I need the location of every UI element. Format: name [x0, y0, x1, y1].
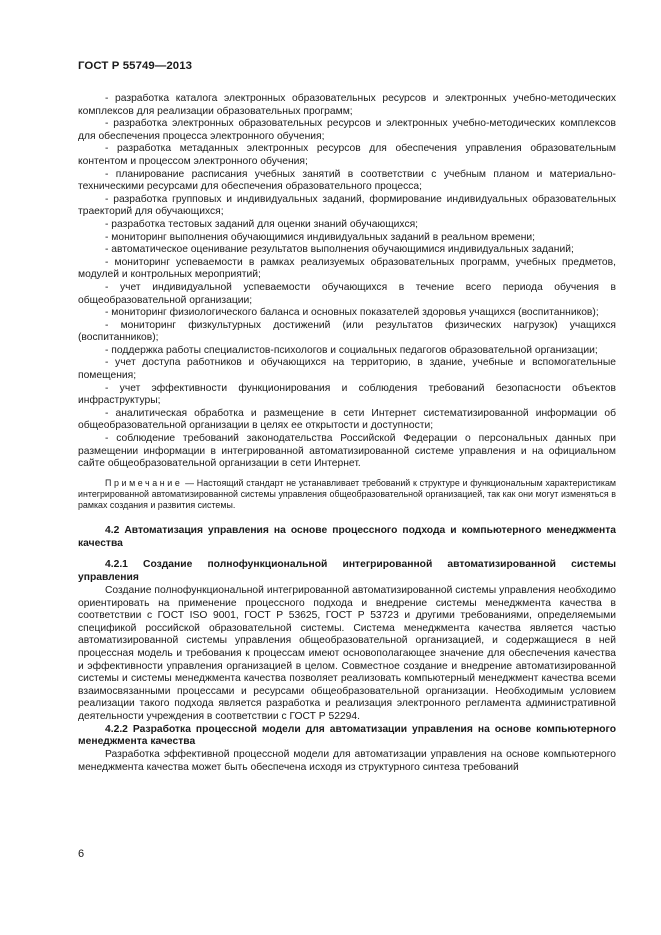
list-item: - разработка метаданных электронных ресурсов для обеспечения управления образовательным контентом и процессом электронного обучения; — [78, 143, 616, 167]
page-number: 6 — [78, 848, 85, 860]
list-item: - поддержка работы специалистов-психологов и социальных педагогов образовательной организации; — [105, 344, 598, 356]
list-item: - мониторинг физкультурных достижений (или результатов физических нагрузок) учащихся (воспитанников); — [78, 319, 616, 344]
list-item: - учет индивидуальной успеваемости обучающихся в течение всего периода обучения в общеобразовательной организации; — [78, 281, 616, 306]
list-item: - мониторинг успеваемости в рамках реализуемых образовательных программ, учебных предметов, модулей и контрольных мероприятий; — [78, 256, 616, 281]
section-heading-4-2: 4.2 Автоматизация управления на основе процессного подхода и компьютерного менеджмента качества — [78, 524, 616, 549]
document-body — [78, 93, 616, 774]
list-item: - разработка каталога электронных образовательных ресурсов и электронных учебно-методических комплексов для реализации образовательных программ; — [78, 93, 616, 117]
section-text-4-2-2: Разработка эффективной процессной модели для автоматизации управления на основе компьютерного менеджмента качества может быть обеспечена исходя из структурного синтеза требований — [78, 749, 616, 773]
section-heading-4-2-1: 4.2.1 Создание полнофункциональной интегрированной автоматизированной системы управления — [78, 559, 616, 584]
note-paragraph — [78, 478, 616, 511]
list-item: - разработка групповых и индивидуальных заданий, формирование индивидуальных образовательных траекторий для обучающихся; — [78, 193, 616, 218]
note-label: Примечание — [105, 477, 183, 488]
list-item: - учет доступа работников и обучающихся на территорию, в здание, учебные и вспомогательные помещения; — [78, 357, 616, 382]
list-item: - разработка тестовых заданий для оценки знаний обучающихся; — [105, 218, 419, 230]
list-item: - разработка электронных образовательных ресурсов и электронных учебно-методических комплексов для обеспечения процесса электронного обучения; — [78, 118, 616, 142]
note-text: — Настоящий стандарт не устанавливает требований к структуре и функциональным характеристикам интегрированной автоматизированной системы управления общеобразовательной организацией, так как они могут изменяться в рамках создания и развития системы. — [78, 477, 616, 510]
document-header: ГОСТ Р 55749—2013 — [78, 60, 193, 72]
list-item: - планирование расписания учебных занятий в соответствии с учебным планом и материально-техническими ресурсами для обеспечения образовательного процесса; — [78, 168, 616, 193]
section-text-4-2-1: Создание полнофункциональной интегрированной автоматизированной системы управления необходимо ориентировать на применение процессного подхода и внедрение системы менеджмента качества в соответствии с ГОСТ ISO 9001, ГОСТ Р 53625, ГОСТ Р 53723 и другими требованиями, определяемыми спецификой российской образовательной системы. Система менеджмента качества является частью автоматизированной системы управления общеобразовательной организацией, и содержащиеся в ней процессная модель и требования к процессам имеют основополагающее значение для обеспечения качества и эффективности управления организацией в целом. Совместное создание и внедрение автоматизированной системы и системы менеджмента качества позволяет реализовать компьютерный менеджмент качества всеми взаимосвязанными процессами и ресурсами общеобразовательной организации. Необходимым условием реализации такого подхода является разработка и реализация электронного регламента административной деятельности учреждения в соответствии с ГОСТ Р 52294. — [78, 585, 616, 722]
list-item: - учет эффективности функционирования и соблюдения требований безопасности объектов инфраструктуры; — [78, 382, 616, 407]
list-item: - соблюдение требований законодательства Российской Федерации о персональных данных при размещении информации в интегрированной автоматизированной системе управления и на официальном сайте общеобразовательной организации в сети Интернет. — [78, 433, 616, 470]
list-item: - аналитическая обработка и размещение в сети Интернет систематизированной информации об общеобразовательной организации в целях ее открытости и доступности; — [78, 407, 616, 432]
list-item: - автоматическое оценивание результатов выполнения обучающимися индивидуальных заданий; — [105, 244, 574, 256]
list-item: - мониторинг физиологического баланса и основных показателей здоровья учащихся (воспитанников); — [105, 307, 599, 319]
section-heading-4-2-2: 4.2.2 Разработка процессной модели для автоматизации управления на основе компьютерного менеджмента качества — [78, 723, 616, 748]
list-item: - мониторинг выполнения обучающимися индивидуальных заданий в реальном времени; — [105, 231, 536, 243]
